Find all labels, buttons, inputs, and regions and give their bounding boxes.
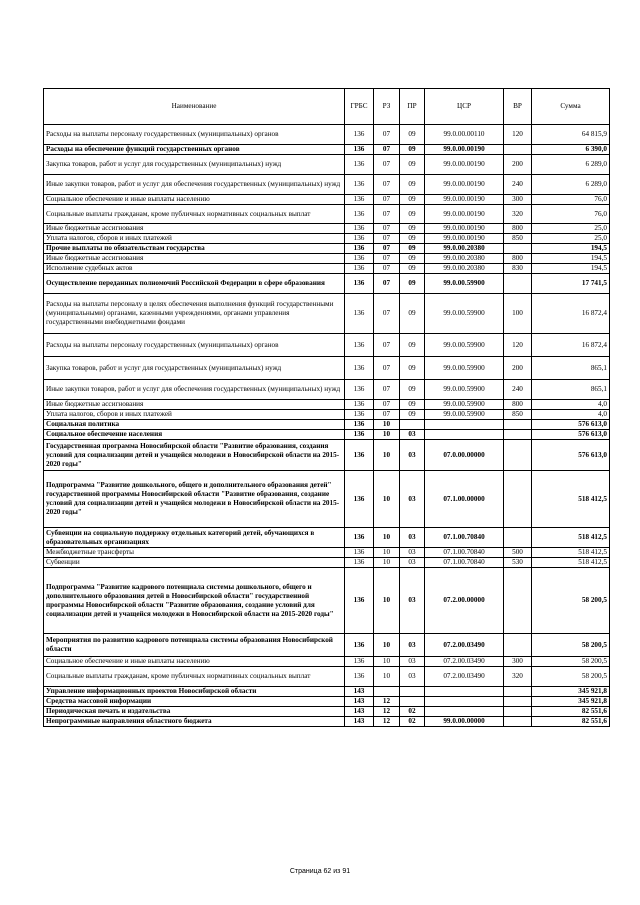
cell-vr (504, 440, 532, 471)
cell-csr: 99.0.00.00190 (425, 155, 504, 175)
cell-vr (504, 420, 532, 430)
cell-csr: 99.0.00.00000 (425, 717, 504, 727)
cell-grbs: 136 (345, 274, 374, 294)
cell-name: Закупка товаров, работ и услуг для государственных (муниципальных) нужд (44, 155, 345, 175)
table-row (44, 264, 610, 274)
cell-vr: 200 (504, 357, 532, 380)
table-row (44, 205, 610, 224)
cell-vr (504, 634, 532, 657)
cell-grbs: 136 (345, 430, 374, 440)
cell-csr: 99.0.00.59900 (425, 357, 504, 380)
cell-name: Иные закупки товаров, работ и услуг для обеспечения государственных (муниципальных) нужд (44, 380, 345, 400)
cell-sum: 58 200,5 (532, 667, 610, 687)
cell-name: Управление информационных проектов Новосибирской области (44, 687, 345, 697)
cell-pr: 03 (400, 667, 425, 687)
cell-rz: 10 (374, 528, 400, 548)
cell-rz: 07 (374, 334, 400, 357)
cell-vr: 320 (504, 667, 532, 687)
cell-name: Периодическая печать и издательства (44, 707, 345, 717)
cell-rz (374, 687, 400, 697)
cell-grbs: 136 (345, 294, 374, 334)
cell-sum: 76,0 (532, 205, 610, 224)
cell-vr (504, 244, 532, 254)
cell-vr (504, 568, 532, 634)
cell-pr: 09 (400, 205, 425, 224)
cell-vr (504, 471, 532, 528)
cell-name: Иные бюджетные ассигнования (44, 254, 345, 264)
cell-sum: 82 551,6 (532, 707, 610, 717)
cell-name: Социальное обеспечение и иные выплаты населению (44, 657, 345, 667)
cell-grbs: 136 (345, 558, 374, 568)
cell-pr: 03 (400, 528, 425, 548)
cell-grbs: 136 (345, 175, 374, 195)
cell-rz: 10 (374, 420, 400, 430)
cell-name: Закупка товаров, работ и услуг для государственных (муниципальных) нужд (44, 357, 345, 380)
cell-grbs: 136 (345, 667, 374, 687)
table-row (44, 707, 610, 717)
cell-vr: 530 (504, 558, 532, 568)
table-row (44, 548, 610, 558)
table-row (44, 528, 610, 548)
cell-csr: 07.2.00.03490 (425, 634, 504, 657)
table-row (44, 224, 610, 234)
cell-name: Осуществление переданных полномочий Российской Федерации в сфере образования (44, 274, 345, 294)
cell-pr: 03 (400, 568, 425, 634)
cell-vr (504, 145, 532, 155)
cell-rz: 07 (374, 254, 400, 264)
cell-csr: 99.0.00.00190 (425, 175, 504, 195)
cell-pr: 09 (400, 357, 425, 380)
cell-sum: 576 613,0 (532, 430, 610, 440)
cell-vr (504, 274, 532, 294)
cell-sum: 865,1 (532, 357, 610, 380)
cell-vr (504, 528, 532, 548)
cell-pr: 09 (400, 334, 425, 357)
cell-rz: 10 (374, 657, 400, 667)
cell-name: Уплата налогов, сборов и иных платежей (44, 410, 345, 420)
cell-name: Иные закупки товаров, работ и услуг для обеспечения государственных (муниципальных) нужд (44, 175, 345, 195)
cell-grbs: 136 (345, 254, 374, 264)
cell-name: Прочие выплаты по обязательствам государства (44, 244, 345, 254)
cell-name: Расходы на выплаты персоналу государственных (муниципальных) органов (44, 125, 345, 145)
cell-vr: 800 (504, 400, 532, 410)
cell-grbs: 136 (345, 420, 374, 430)
cell-csr: 99.0.00.59900 (425, 294, 504, 334)
cell-sum: 194,5 (532, 254, 610, 264)
cell-csr: 99.0.00.00190 (425, 195, 504, 205)
cell-sum: 16 872,4 (532, 334, 610, 357)
cell-sum: 16 872,4 (532, 294, 610, 334)
cell-name: Уплата налогов, сборов и иных платежей (44, 234, 345, 244)
cell-grbs: 136 (345, 548, 374, 558)
cell-pr: 09 (400, 254, 425, 264)
cell-vr: 800 (504, 254, 532, 264)
cell-rz: 10 (374, 548, 400, 558)
cell-sum: 58 200,5 (532, 657, 610, 667)
header-grbs: ГРБС (345, 89, 374, 125)
cell-csr: 07.1.00.70840 (425, 548, 504, 558)
cell-vr: 850 (504, 234, 532, 244)
cell-vr: 120 (504, 334, 532, 357)
cell-sum: 25,0 (532, 224, 610, 234)
cell-pr: 02 (400, 717, 425, 727)
cell-sum: 576 613,0 (532, 440, 610, 471)
cell-rz: 07 (374, 380, 400, 400)
cell-csr: 07.0.00.00000 (425, 440, 504, 471)
cell-grbs: 143 (345, 687, 374, 697)
cell-rz: 07 (374, 274, 400, 294)
cell-grbs: 136 (345, 334, 374, 357)
cell-csr: 99.0.00.00110 (425, 125, 504, 145)
cell-rz: 12 (374, 707, 400, 717)
cell-sum: 4,0 (532, 410, 610, 420)
cell-grbs: 136 (345, 400, 374, 410)
cell-csr: 99.0.00.00190 (425, 224, 504, 234)
cell-name: Субвенции на социальную поддержку отдельных категорий детей, обучающихся в образовательных организациях (44, 528, 345, 548)
table-row (44, 334, 610, 357)
cell-name: Иные бюджетные ассигнования (44, 224, 345, 234)
cell-csr (425, 687, 504, 697)
cell-grbs: 143 (345, 707, 374, 717)
cell-pr: 03 (400, 634, 425, 657)
cell-vr (504, 430, 532, 440)
cell-csr: 99.0.00.59900 (425, 410, 504, 420)
cell-csr: 99.0.00.59900 (425, 274, 504, 294)
cell-grbs: 136 (345, 264, 374, 274)
cell-sum: 194,5 (532, 244, 610, 254)
cell-grbs: 136 (345, 195, 374, 205)
cell-pr: 09 (400, 274, 425, 294)
cell-vr: 850 (504, 410, 532, 420)
cell-pr (400, 697, 425, 707)
cell-sum: 17 741,5 (532, 274, 610, 294)
cell-grbs: 136 (345, 205, 374, 224)
cell-grbs: 136 (345, 410, 374, 420)
cell-csr: 99.0.00.00190 (425, 205, 504, 224)
cell-rz: 07 (374, 294, 400, 334)
cell-pr: 09 (400, 400, 425, 410)
cell-csr: 07.2.00.00000 (425, 568, 504, 634)
cell-name: Подпрограмма "Развитие кадрового потенциала системы дошкольного, общего и дополнительного образования детей в Новосибирской области" государственной программы Новосибирской области "Развитие образования, создание условий для социализации детей и учащейся молодежи в Новосибирской области на 2015-2020 годы" (44, 568, 345, 634)
cell-rz: 07 (374, 264, 400, 274)
cell-grbs: 136 (345, 244, 374, 254)
cell-pr: 09 (400, 410, 425, 420)
cell-csr: 99.0.00.59900 (425, 400, 504, 410)
table-row (44, 125, 610, 145)
cell-grbs: 136 (345, 145, 374, 155)
cell-pr: 09 (400, 155, 425, 175)
cell-rz: 07 (374, 357, 400, 380)
cell-grbs: 136 (345, 155, 374, 175)
cell-vr (504, 707, 532, 717)
cell-name: Социальное обеспечение населения (44, 430, 345, 440)
cell-sum: 518 412,5 (532, 558, 610, 568)
cell-pr: 09 (400, 380, 425, 400)
cell-pr: 09 (400, 224, 425, 234)
header-name: Наименование (44, 89, 345, 125)
cell-rz: 07 (374, 400, 400, 410)
table-row (44, 657, 610, 667)
table-row (44, 234, 610, 244)
cell-pr: 09 (400, 244, 425, 254)
cell-grbs: 143 (345, 717, 374, 727)
cell-sum: 865,1 (532, 380, 610, 400)
cell-vr (504, 697, 532, 707)
table-row (44, 568, 610, 634)
table-row (44, 687, 610, 697)
cell-grbs: 143 (345, 697, 374, 707)
cell-grbs: 136 (345, 357, 374, 380)
cell-pr: 09 (400, 175, 425, 195)
cell-rz: 12 (374, 697, 400, 707)
cell-vr: 300 (504, 195, 532, 205)
cell-pr: 02 (400, 707, 425, 717)
cell-pr: 03 (400, 471, 425, 528)
cell-sum: 518 412,5 (532, 471, 610, 528)
cell-csr: 99.0.00.00190 (425, 145, 504, 155)
cell-rz: 10 (374, 568, 400, 634)
cell-grbs: 136 (345, 528, 374, 548)
cell-sum: 345 921,8 (532, 697, 610, 707)
cell-grbs: 136 (345, 440, 374, 471)
cell-csr (425, 697, 504, 707)
header-sum: Сумма (532, 89, 610, 125)
cell-csr: 07.2.00.03490 (425, 667, 504, 687)
header-vr: ВР (504, 89, 532, 125)
table-row (44, 155, 610, 175)
cell-name: Социальная политика (44, 420, 345, 430)
cell-pr: 09 (400, 294, 425, 334)
cell-name: Непрограммные направления областного бюджета (44, 717, 345, 727)
cell-rz: 07 (374, 195, 400, 205)
cell-sum: 76,0 (532, 195, 610, 205)
header-rz: РЗ (374, 89, 400, 125)
cell-csr: 99.0.00.20380 (425, 264, 504, 274)
cell-sum: 518 412,5 (532, 548, 610, 558)
cell-sum: 6 289,0 (532, 155, 610, 175)
cell-name: Субвенции (44, 558, 345, 568)
cell-name: Государственная программа Новосибирской области "Развитие образования, создания условий для социализации детей и учащейся молодежи в Новосибирской области на 2015-2020 годы" (44, 440, 345, 471)
cell-sum: 4,0 (532, 400, 610, 410)
cell-grbs: 136 (345, 634, 374, 657)
table-row (44, 400, 610, 410)
cell-pr: 09 (400, 264, 425, 274)
cell-rz: 12 (374, 717, 400, 727)
cell-csr (425, 707, 504, 717)
cell-grbs: 136 (345, 380, 374, 400)
cell-rz: 10 (374, 667, 400, 687)
cell-grbs: 136 (345, 234, 374, 244)
cell-vr: 240 (504, 380, 532, 400)
header-pr: ПР (400, 89, 425, 125)
cell-name: Расходы на выплаты персоналу государственных (муниципальных) органов (44, 334, 345, 357)
cell-sum: 576 613,0 (532, 420, 610, 430)
cell-vr: 200 (504, 155, 532, 175)
cell-vr: 300 (504, 657, 532, 667)
cell-csr (425, 430, 504, 440)
header-csr: ЦСР (425, 89, 504, 125)
cell-csr: 07.1.00.00000 (425, 471, 504, 528)
cell-sum: 58 200,5 (532, 634, 610, 657)
cell-sum: 518 412,5 (532, 528, 610, 548)
table-row (44, 294, 610, 334)
cell-rz: 10 (374, 471, 400, 528)
cell-csr: 99.0.00.00190 (425, 234, 504, 244)
cell-sum: 58 200,5 (532, 568, 610, 634)
cell-name: Социальные выплаты гражданам, кроме публичных нормативных социальных выплат (44, 205, 345, 224)
table-row (44, 667, 610, 687)
table-row (44, 274, 610, 294)
cell-name: Исполнение судебных актов (44, 264, 345, 274)
cell-vr (504, 687, 532, 697)
cell-sum: 345 921,8 (532, 687, 610, 697)
cell-sum: 194,5 (532, 264, 610, 274)
cell-csr: 07.1.00.70840 (425, 528, 504, 548)
cell-rz: 07 (374, 234, 400, 244)
table-row (44, 410, 610, 420)
cell-name: Социальное обеспечение и иные выплаты населению (44, 195, 345, 205)
cell-sum: 64 815,9 (532, 125, 610, 145)
cell-csr: 99.0.00.20380 (425, 244, 504, 254)
cell-csr: 07.2.00.03490 (425, 657, 504, 667)
cell-rz: 07 (374, 224, 400, 234)
cell-csr: 99.0.00.20380 (425, 254, 504, 264)
cell-name: Расходы на обеспечение функций государственных органов (44, 145, 345, 155)
cell-sum: 25,0 (532, 234, 610, 244)
cell-rz: 07 (374, 175, 400, 195)
cell-rz: 10 (374, 430, 400, 440)
table-row (44, 254, 610, 264)
cell-rz: 07 (374, 205, 400, 224)
cell-pr: 03 (400, 440, 425, 471)
cell-grbs: 136 (345, 125, 374, 145)
table-row (44, 558, 610, 568)
cell-rz: 10 (374, 634, 400, 657)
cell-csr (425, 420, 504, 430)
cell-pr (400, 687, 425, 697)
cell-vr: 100 (504, 294, 532, 334)
header-row (44, 89, 610, 125)
table-row (44, 440, 610, 471)
cell-csr: 99.0.00.59900 (425, 380, 504, 400)
cell-sum: 82 551,6 (532, 717, 610, 727)
cell-rz: 10 (374, 558, 400, 568)
cell-name: Межбюджетные трансферты (44, 548, 345, 558)
table-row (44, 195, 610, 205)
cell-pr: 03 (400, 657, 425, 667)
cell-sum: 6 390,0 (532, 145, 610, 155)
cell-pr: 09 (400, 145, 425, 155)
cell-vr: 320 (504, 205, 532, 224)
cell-pr: 03 (400, 558, 425, 568)
cell-grbs: 136 (345, 471, 374, 528)
cell-pr: 09 (400, 195, 425, 205)
cell-name: Подпрограмма "Развитие дошкольного, общего и дополнительного образования детей" государственной программы Новосибирской области "Развитие образования, создание условий для социализации детей и учащейся молодежи в Новосибирской области на 2015-2020 годы" (44, 471, 345, 528)
cell-rz: 07 (374, 145, 400, 155)
cell-pr: 09 (400, 125, 425, 145)
cell-vr: 240 (504, 175, 532, 195)
cell-vr: 800 (504, 224, 532, 234)
budget-table (43, 88, 610, 727)
cell-pr: 03 (400, 548, 425, 558)
cell-csr: 07.1.00.70840 (425, 558, 504, 568)
cell-name: Социальные выплаты гражданам, кроме публичных нормативных социальных выплат (44, 667, 345, 687)
table-row (44, 430, 610, 440)
cell-grbs: 136 (345, 224, 374, 234)
cell-pr (400, 420, 425, 430)
cell-pr: 03 (400, 430, 425, 440)
cell-rz: 10 (374, 440, 400, 471)
cell-vr: 120 (504, 125, 532, 145)
cell-vr: 830 (504, 264, 532, 274)
table-row (44, 175, 610, 195)
cell-vr (504, 717, 532, 727)
cell-grbs: 136 (345, 568, 374, 634)
cell-name: Расходы на выплаты персоналу в целях обеспечения выполнения функций государственными (муниципальными) органами, казенными учреждениями, органами управления государственными внебюджетными фондами (44, 294, 345, 334)
cell-rz: 07 (374, 410, 400, 420)
table-row (44, 244, 610, 254)
table-row (44, 717, 610, 727)
table-row (44, 634, 610, 657)
cell-rz: 07 (374, 125, 400, 145)
table-row (44, 420, 610, 430)
cell-grbs: 136 (345, 657, 374, 667)
table-row (44, 357, 610, 380)
cell-name: Иные бюджетные ассигнования (44, 400, 345, 410)
cell-vr: 500 (504, 548, 532, 558)
table-row (44, 471, 610, 528)
cell-name: Средства массовой информации (44, 697, 345, 707)
cell-name: Мероприятия по развитию кадрового потенциала системы образования Новосибирской области (44, 634, 345, 657)
table-row (44, 145, 610, 155)
cell-rz: 07 (374, 244, 400, 254)
cell-sum: 6 289,0 (532, 175, 610, 195)
table-body (44, 125, 610, 727)
cell-pr: 09 (400, 234, 425, 244)
cell-rz: 07 (374, 155, 400, 175)
table-row (44, 380, 610, 400)
table-row (44, 697, 610, 707)
page-footer: Страница 62 из 91 (289, 868, 351, 875)
cell-csr: 99.0.00.59900 (425, 334, 504, 357)
